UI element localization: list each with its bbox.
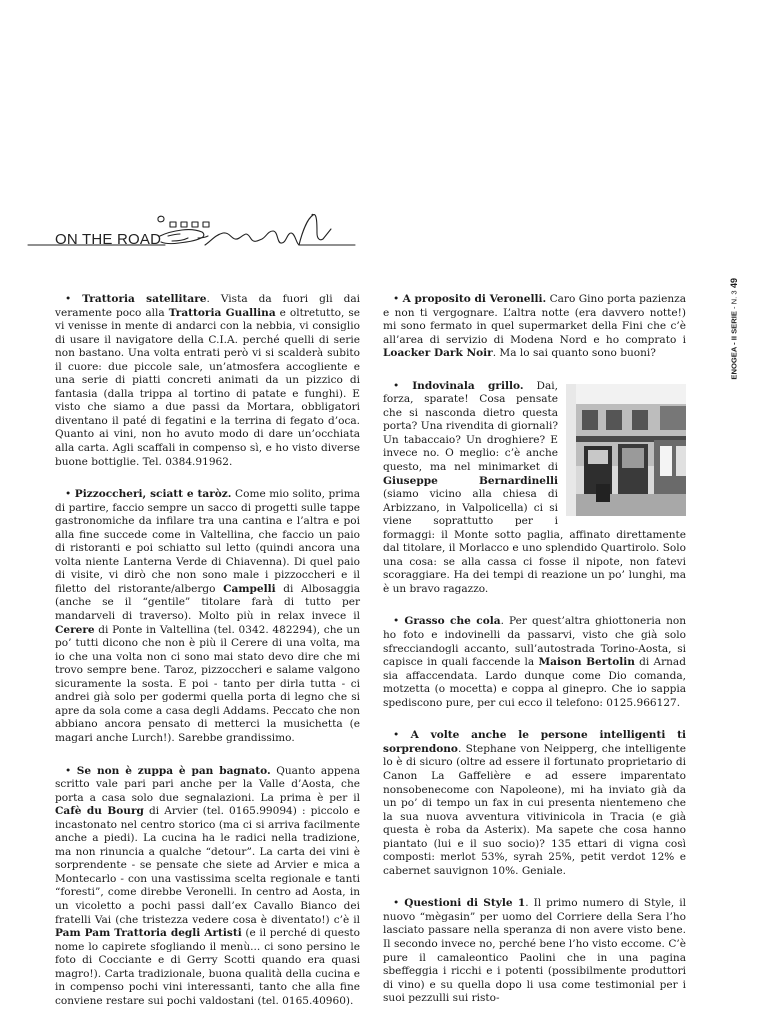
page-number: 49 bbox=[729, 278, 739, 289]
article-text: di Arnad sia affaccendata. Lardo dunque come Dio comanda, motzetta (o mocetta) e coppa al ginepro. Che io sappia spediscono pure, per cui ecco il telefono: 0125.966127. bbox=[383, 656, 686, 709]
venue-name: Trattoria Guallina bbox=[168, 306, 276, 319]
journal-label bbox=[730, 290, 739, 379]
article-lead: Se non è zuppa è pan bagnato. bbox=[76, 764, 271, 777]
article-text: (siamo vicino alla chiesa di Arbizzano, in Valpolicella) ci si viene soprattutto per i formaggi: il Monte sotto paglia, affinato direttamente dal titolare, il Morlacco e uno splendido Quartirolo. Solo una cosa: se alla cassa ci fosse il nipote, non fatevi scoraggiare. Ha dei tempi di reazione un po’ lunghi, ma è un bravo ragazzo. bbox=[383, 488, 686, 595]
product-name: Loacker Dark Noir bbox=[383, 347, 493, 360]
person-name: Giuseppe Bernardinelli bbox=[383, 474, 558, 487]
article-indovinala-grillo: • Indovinala grillo. Dai, forza, sparate! Cosa pensate che si nasconda dietro questa porta? Una rivendita di giornali? Un tabaccaio? Un droghiere? E invece no. O meglio: c’è anche questo, ma nel minimarket di Giuseppe Bernardinelli (siamo vicino alla chiesa di Arbizzano, in Valpolicella) ci si viene soprattutto per i formaggi: il Monte sotto paglia, affinato direttamente dal titolare, il Morlacco e uno splendido Quartirolo. Solo una cosa: se alla cassa ci fosse il nipote, non fatevi scoraggiare. Ha dei tempi di reazione un po’ lunghi, ma è un bravo ragazzo. bbox=[383, 380, 686, 597]
left-column bbox=[55, 293, 360, 1027]
venue-name: Campelli bbox=[223, 582, 276, 595]
article-text: Come mio solito, prima di partire, faccio sempre un sacco di progetti sulle tappe gastronomiche da infilare tra una cantina e l’altra e poi alla fine succede come in Valtellina, che faccio un paio di ristoranti e poi schiatto sul letto (quindi ancora una volta niente Lanterna Verde di Chiavenna). Di quel paio di visite, vi dirò che non sono male i pizzoccheri e il filetto del ristorante/albergo bbox=[55, 488, 361, 595]
section-header bbox=[0, 212, 768, 254]
shopfront-image bbox=[576, 384, 686, 516]
article-lead: Indovinala grillo. bbox=[412, 379, 524, 392]
article-text: . Il primo numero di Style, il nuovo “mègasin” per uomo del Corriere della Sera l’ho lasciato passare nella speranza di non avere visto bene. Il secondo invece no, perché bene l’ho visto eccome. C’è pure il camaleontico Paolini che in una pagina sbeffeggia i ricchi e i potenti (possibilmente produttori di vino) e su quella dopo li usa come testimonial per i suoi pezzulli sui risto- bbox=[383, 897, 686, 1005]
article-lead: Pizzoccheri, sciatt e taròz. bbox=[74, 488, 232, 501]
article-lead: Grasso che cola bbox=[404, 615, 501, 628]
venue-name: Maison Bertolin bbox=[538, 656, 635, 669]
issue-number: - N. 3 bbox=[729, 290, 739, 309]
article-text: (e il perché di questo nome lo capirete sfogliando il menù... ci sono persino le foto di Cocciante e di Gerry Scotti quando era quasi magro!). Carta tradizionale, buona qualità della cucina e in compenso pochi vini interessanti, tanto che alla fine conviene restare sui pochi valdostani (tel. 0165.40960). bbox=[55, 927, 360, 1007]
article-questioni-di-style: • Questioni di Style 1. Il primo numero di Style, il nuovo “mègasin” per uomo del Corriere della Sera l’ho lasciato passare nella speranza di non avere visto bene. Il secondo invece no, perché bene l’ho visto eccome. C’è pure il camaleontico Paolini che in una pagina sbeffeggia i ricchi e i potenti (possibilmente produttori di vino) e su quella dopo li usa come testimonial per i suoi pezzulli sui risto- bbox=[383, 897, 686, 1005]
article-lead: Questioni di Style 1 bbox=[404, 897, 526, 910]
article-grasso-che-cola: • Grasso che cola. Per quest’altra ghiottoneria non ho foto e indovinelli da passarvi, visto che già solo sfrecciandogli accanto, sull’autostrada Torino-Aosta, si capisce in quali faccende la Maison Bertolin di Arnad sia affaccendata. Lardo dunque come Dio comanda, motzetta (o mocetta) e coppa al ginepro. Che io sappia spediscono pure, per cui ecco il telefono: 0125.966127. bbox=[383, 615, 687, 709]
venue-name: Pam Pam Trattoria degli Artisti bbox=[55, 927, 242, 940]
article-lead: A volte anche le persone intelligenti ti sorprendono bbox=[383, 729, 686, 755]
section-title: ON THE ROAD bbox=[55, 231, 162, 248]
article-text: . Per quest’altra ghiottoneria non ho foto e indovinelli da passarvi, visto che già solo sfrecciandogli accanto, sull’autostrada Torino-Aosta, si capisce in quali faccende la bbox=[383, 615, 687, 669]
venue-name: Cerere bbox=[55, 623, 95, 636]
journal-name: ENOGEA - II SERIE bbox=[729, 311, 739, 380]
right-column bbox=[383, 293, 686, 1025]
article-lead: Trattoria satellitare bbox=[82, 293, 207, 305]
article-text: . Ma lo sai quanto sono buoni? bbox=[492, 347, 656, 360]
article-text: di Albosaggia (anche se il “gentile” titolare farà di tutto per mandarveli di traverso). Molto più in relax invece il bbox=[55, 582, 360, 623]
article-text: Caro Gino porta pazienza e non ti vergognare. L’altra notte (era davvero notte!) mi sono fermato in quel supermarket della Fini che c’è all’area di servizio di Modena Nord e ho comprato i bbox=[383, 293, 686, 346]
article-text: di Ponte in Valtellina (tel. 0342. 482294), che un po’ tutti dicono che non è più il Cerere di una volta, ma io che una volta non ci sono mai stato devo dire che mi trovo sempre bene. Taroz, pizzoccheri e salame valgono sicuramente la sosta. E poi - tanto per dirla tutta - ci andrei già solo per godermi quella porta di legno che si apre da sola come a casa degli Addams. Peccato che non abbiano ancora pensato di metterci la musichetta (e magari anche Lurch!). Sarebbe grandissimo. bbox=[55, 623, 360, 744]
article-text: Dai, forza, sparate! Cosa pensate che si nasconda dietro questa porta? Una rivendita di giornali? Un tabaccaio? Un droghiere? E invece no. O meglio: c’è anche questo, ma nel minimarket di bbox=[383, 379, 559, 474]
shopfront-photo bbox=[566, 384, 686, 516]
journal-sidebar bbox=[722, 280, 746, 390]
article-zuppa-pan-bagnato: • Se non è zuppa è pan bagnato. Quanto appena scritto vale pari pari anche per la Valle d’Aosta, che porta a casa solo due segnalazioni. La prima è per il Cafè du Bourg di Arvier (tel. 0165.99094) : piccolo e incastonato nel centro storico (ma ci si arriva facilmente anche a piedi). La cucina ha le radici nella tradizione, ma non rinuncia a qualche “detour”. La carta dei vini è sorprendente - se pensate che siete ad Arvier e mica a Montecarlo - con una vastissima scelta regionale e tanti “foresti”, come direbbe Veronelli. In centro ad Aosta, in un vicoletto a pochi passi dall’ex Cavallo Bianco dei fratelli Vai (che tristezza vedere cosa è diventato!) c’è il Pam Pam Trattoria degli Artisti (e il perché di questo nome lo capirete sfogliando il menù... ci sono persino le foto di Cocciante e di Gerry Scotti quando era quasi magro!). Carta tradizionale, buona qualità della cucina e in compenso pochi vini interessanti, tanto che alla fine conviene restare sui pochi valdostani (tel. 0165.40960). bbox=[55, 764, 360, 1007]
article-text: . Vista da fuori gli dai veramente poco alla bbox=[55, 293, 360, 319]
venue-name: Cafè du Bourg bbox=[55, 805, 144, 818]
article-persone-intelligenti: • A volte anche le persone intelligenti ti sorprendono. Stephane von Neipperg, che intelligente lo è di sicuro (oltre ad essere il fortunato proprietario di Canon La Gaffelière e ad essere imparentato nonsobenecome con Napoleone), mi ha inviato già da un po’ di tempo un fax in cui presenta nientemeno che la sua nuova avventura vitivinicola in Tracia (e già questa è roba da Asterix). Ma sapete che cosa hanno piantato (lui e il suo socio)? 135 ettari di vigna così composti: merlot 53%, syrah 25%, petit verdot 12% e cabernet sauvignon 10%. Geniale. bbox=[383, 729, 686, 877]
article-text: e oltretutto, se vi venisse in mente di andarci con la nebbia, vi consiglio di usare il navigatore della C.I.A. perché quelli di serie non bastano. Una volta entrati però vi si scalderà subito il cuore: due piccole sale, un’atmosfera accogliente e una serie di piatti concreti animati da un pizzico di fantasia (dalla trippa al tortino di patate e funghi). E visto che siamo a due passi da Mortara, obbligatori diventano il paté di fegatini e la terrina di fegato d’oca. Quanto ai vini, non ho avuto modo di dare un’occhiata alla carta. Agli scaffali in compenso sì, e ho visto diverse buone bottiglie. Tel. 0384.91962. bbox=[55, 306, 360, 468]
article-veronelli: • A proposito di Veronelli. Caro Gino porta pazienza e non ti vergognare. L’altra notte (era davvero notte!) mi sono fermato in quel supermarket della Fini che c’è all’area di servizio di Modena Nord e ho comprato i Loacker Dark Noir. Ma lo sai quanto sono buoni? bbox=[383, 293, 686, 360]
article-trattoria-satellitare: • Trattoria satellitare. Vista da fuori gli dai veramente poco alla Trattoria Guallina e oltretutto, se vi venisse in mente di andarci con la nebbia, vi consiglio di usare il navigatore della C.I.A. perché quelli di serie non bastano. Una volta entrati però vi si scalderà subito il cuore: due piccole sale, un’atmosfera accogliente e una serie di piatti concreti animati da un pizzico di fantasia (dalla trippa al tortino di patate e funghi). E visto che siamo a due passi da Mortara, obbligatori diventano il paté di fegatini e la terrina di fegato d’oca. Quanto ai vini, non ho avuto modo di dare un’occhiata alla carta. Agli scaffali in compenso sì, e ho visto diverse buone bottiglie. Tel. 0384.91962. bbox=[55, 293, 360, 468]
article-pizzoccheri: • Pizzoccheri, sciatt e taròz. Come mio solito, prima di partire, faccio sempre un sacco di progetti sulle tappe gastronomiche da infilare tra una cantina e l’altra e poi alla fine succede come in Valtellina, che faccio un paio di ristoranti e poi schiatto sul letto (quindi ancora una volta niente Lanterna Verde di Chiavenna). Di quel paio di visite, vi dirò che non sono male i pizzoccheri e il filetto del ristorante/albergo Campelli di Albosaggia (anche se il “gentile” titolare farà di tutto per mandarveli di traverso). Molto più in relax invece il Cerere di Ponte in Valtellina (tel. 0342. 482294), che un po’ tutti dicono che non è più il Cerere di una volta, ma io che una volta non ci sono mai stato devo dire che mi trovo sempre bene. Taroz, pizzoccheri e salame valgono sicuramente la sosta. E poi - tanto per dirla tutta - ci andrei già solo per godermi quella porta di legno che si apre da sola come a casa degli Addams. Peccato che non abbiano ancora pensato di metterci la musichetta (e magari anche Lurch!). Sarebbe grandissimo. bbox=[55, 488, 361, 744]
article-text: Quanto appena scritto vale pari pari anche per la Valle d’Aosta, che porta a casa solo due segnalazioni. La prima è per il bbox=[55, 764, 360, 804]
article-text: . Stephane von Neipperg, che intelligente lo è di sicuro (oltre ad essere il fortunato proprietario di Canon La Gaffelière e ad essere imparentato nonsobenecome con Napoleone), mi ha inviato già da un po’ di tempo un fax in cui presenta nientemeno che la sua nuova avventura vitivinicola in Tracia (e già questa è roba da Asterix). Ma sapete che cosa hanno piantato (lui e il suo socio)? 135 ettari di vigna così composti: merlot 53%, syrah 25%, petit verdot 12% e cabernet sauvignon 10%. Geniale. bbox=[383, 742, 686, 877]
article-lead: A proposito di Veronelli. bbox=[402, 293, 547, 305]
article-text: di Arvier (tel. 0165.99094) : piccolo e incastonato nel centro storico (ma ci si arriva facilmente anche a piedi). La cucina ha le radici nella tradizione, ma non rinuncia a qualche “detour”. La carta dei vini è sorprendente - se pensate che siete ad Arvier e mica a Montecarlo - con una vastissima scelta regionale e tanti “foresti”, come direbbe Veronelli. In centro ad Aosta, in un vicoletto a pochi passi dall’ex Cavallo Bianco dei fratelli Vai (che tristezza vedere cosa è diventato!) c’è il bbox=[55, 805, 360, 926]
